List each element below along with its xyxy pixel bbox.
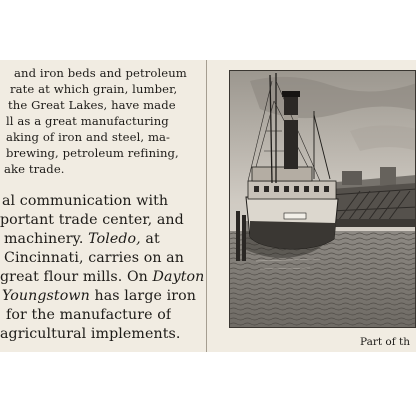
text-run: great flour mills. On bbox=[0, 269, 153, 285]
scanned-page bbox=[0, 60, 416, 352]
text-line: rate at which grain, lumber, bbox=[10, 82, 178, 96]
text-run: Cincinnati, carries on an bbox=[4, 250, 184, 266]
text-line bbox=[0, 212, 184, 228]
text-line: and iron beds and petroleum bbox=[14, 66, 187, 80]
text-run: machinery. bbox=[4, 231, 89, 247]
text-line: ake trade. bbox=[4, 162, 65, 176]
text-line: aking of iron and steel, ma- bbox=[6, 130, 171, 144]
text-line bbox=[2, 193, 168, 209]
steamship-photo bbox=[229, 70, 416, 328]
text-line bbox=[6, 307, 171, 323]
text-line: the Great Lakes, have made bbox=[8, 98, 176, 112]
place-name-youngstown: Youngstown bbox=[2, 288, 90, 304]
text-run: at bbox=[140, 231, 160, 247]
text-run: agricultural implements. bbox=[0, 326, 181, 342]
photo-caption: Part of th bbox=[360, 336, 410, 348]
column-divider bbox=[206, 60, 207, 352]
text-run: al communication with bbox=[2, 193, 169, 209]
text-run: has large iron bbox=[89, 288, 197, 304]
text-column bbox=[0, 60, 205, 352]
text-line: ll as a great manufacturing bbox=[6, 114, 169, 128]
text-line bbox=[2, 288, 196, 304]
text-line bbox=[4, 231, 160, 247]
text-line bbox=[0, 326, 181, 342]
text-line bbox=[4, 250, 184, 266]
text-line: brewing, petroleum refining, bbox=[6, 146, 179, 160]
text-line bbox=[0, 269, 204, 285]
place-name-dayton: Dayton bbox=[152, 269, 205, 285]
place-name-toledo: Toledo, bbox=[88, 231, 141, 247]
text-run: portant trade center, and bbox=[0, 212, 184, 228]
text-run: for the manufacture of bbox=[6, 307, 172, 323]
